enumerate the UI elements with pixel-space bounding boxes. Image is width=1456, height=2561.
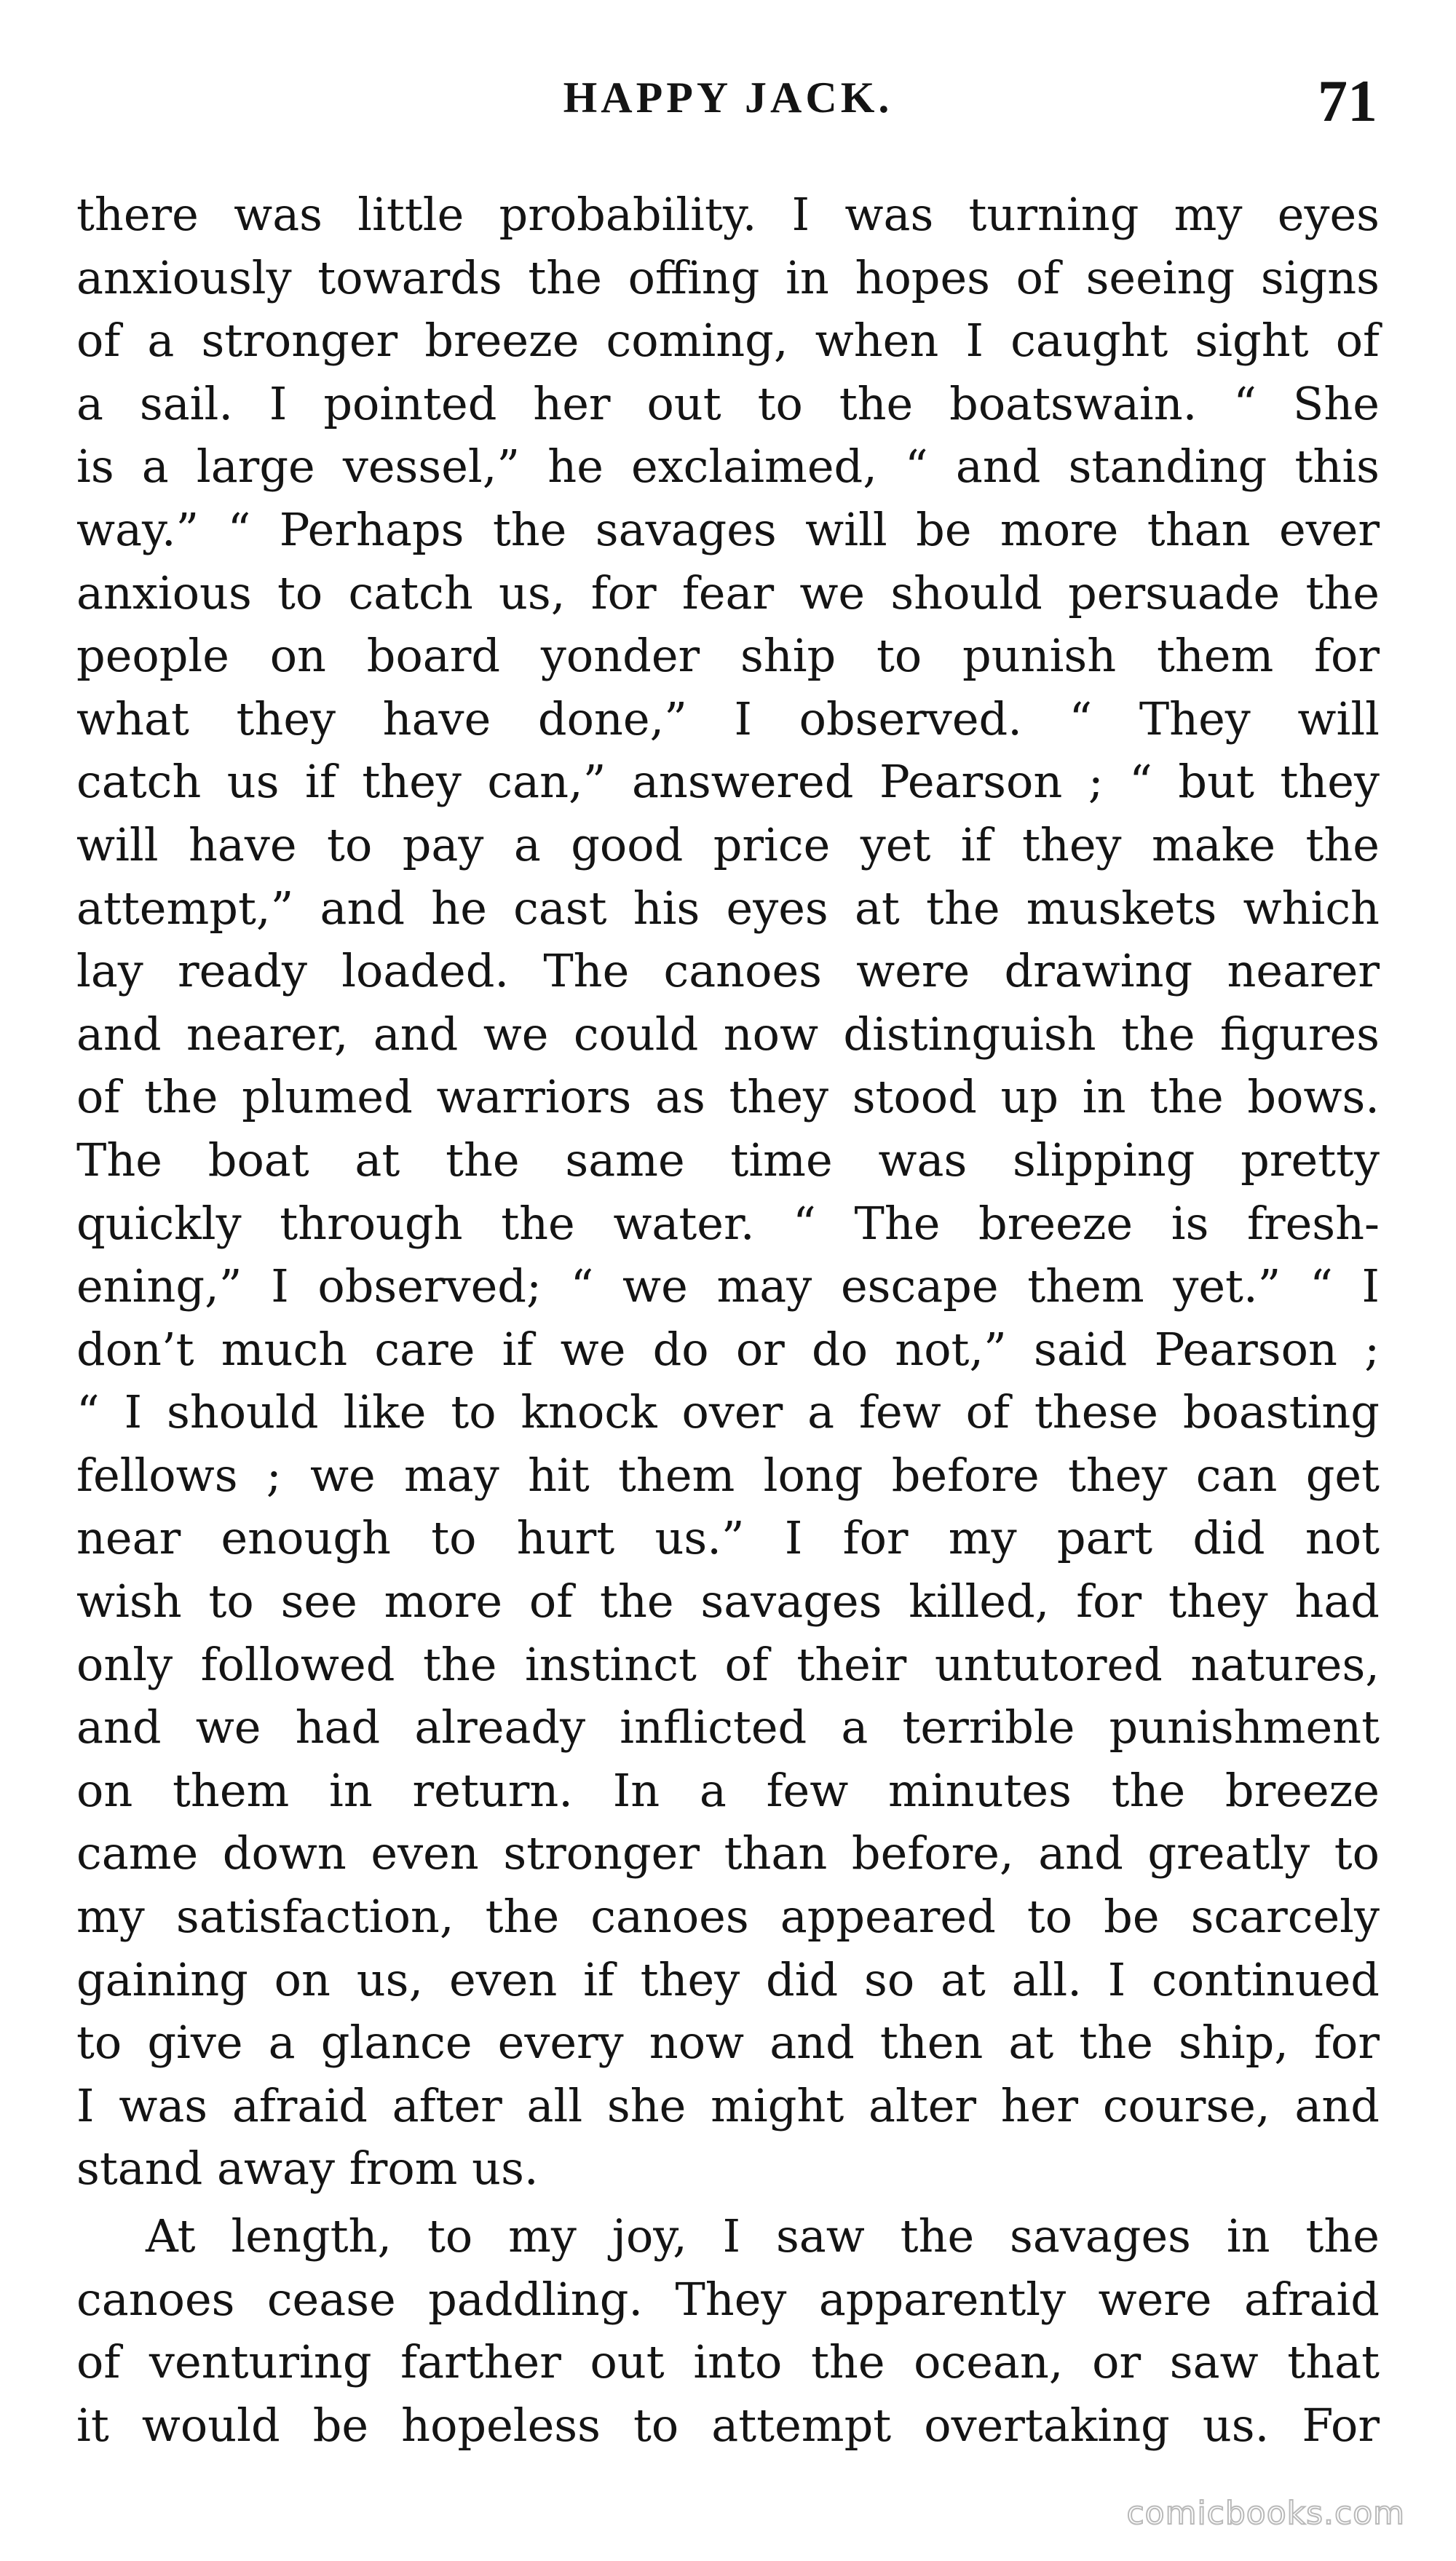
text-line: it would be hopeless to attempt overtaking us. For [76, 2398, 1380, 2452]
text-line: near enough to hurt us.” I for my part did not [76, 1511, 1380, 1565]
paragraph-1 [76, 183, 1380, 2201]
text-line: is a large vessel,” he exclaimed, “ and standing this [76, 440, 1380, 494]
text-line: will have to pay a good price yet if they make the [76, 818, 1380, 871]
text-line: of a stronger breeze coming, when I caught sight of [76, 314, 1380, 368]
text-line: stand away from us. [76, 2142, 539, 2196]
text-line: “ I should like to knock over a few of these boasting [76, 1385, 1380, 1439]
page-number: 71 [1318, 68, 1377, 134]
text-line: The boat at the same time was slipping pretty [76, 1133, 1380, 1187]
text-line: and nearer, and we could now distinguish the figures [76, 1007, 1380, 1061]
text-line: don’t much care if we do or do not,” said Pearson ; [76, 1322, 1380, 1376]
text-line: anxiously towards the offing in hopes of seeing signs [76, 250, 1380, 304]
running-head [0, 67, 1456, 140]
text-line: people on board yonder ship to punish them for [76, 629, 1380, 683]
paragraph-2 [76, 2205, 1380, 2457]
text-line: a sail. I pointed her out to the boatswain. “ She [76, 376, 1380, 430]
text-line: wish to see more of the savages killed, for they had [76, 1575, 1380, 1628]
body-text [76, 183, 1380, 2457]
text-line: quickly through the water. “ The breeze is fresh- [76, 1196, 1380, 1250]
text-line: what they have done,” I observed. “ They will [76, 692, 1380, 745]
text-line: only followed the instinct of their untutored natures, [76, 1637, 1380, 1691]
text-line: fellows ; we may hit them long before they can get [76, 1448, 1380, 1502]
text-line: of the plumed warriors as they stood up in the bows. [76, 1070, 1380, 1124]
text-line: my satisfaction, the canoes appeared to be scarcely [76, 1890, 1380, 1944]
text-line: canoes cease paddling. They apparently were afraid [76, 2272, 1380, 2326]
text-line: ening,” I observed; “ we may escape them yet.” “ I [76, 1259, 1380, 1313]
text-line: way.” “ Perhaps the savages will be more than ever [76, 502, 1380, 556]
text-line: to give a glance every now and then at the ship, for [76, 2016, 1380, 2070]
text-line: gaining on us, even if they did so at all. I continued [76, 1952, 1380, 2006]
running-title: HAPPY JACK. [563, 74, 893, 122]
text-line: on them in return. In a few minutes the breeze [76, 1763, 1380, 1817]
watermark-text: comicbooks.com [1126, 2495, 1405, 2532]
text-line: I was afraid after all she might alter her course, and [76, 2078, 1380, 2132]
text-line: there was little probability. I was turning my eyes [76, 188, 1380, 241]
text-line: of venturing farther out into the ocean, or saw that [76, 2335, 1380, 2389]
text-line: catch us if they can,” answered Pearson ; “ but they [76, 755, 1380, 809]
text-line: attempt,” and he cast his eyes at the muskets which [76, 881, 1380, 935]
text-line: came down even stronger than before, and greatly to [76, 1826, 1380, 1880]
text-line: and we had already inflicted a terrible punishment [76, 1701, 1380, 1754]
text-line: At length, to my joy, I saw the savages in the [146, 2209, 1380, 2263]
text-line: anxious to catch us, for fear we should persuade the [76, 566, 1380, 620]
text-line: lay ready loaded. The canoes were drawing nearer [76, 944, 1380, 998]
